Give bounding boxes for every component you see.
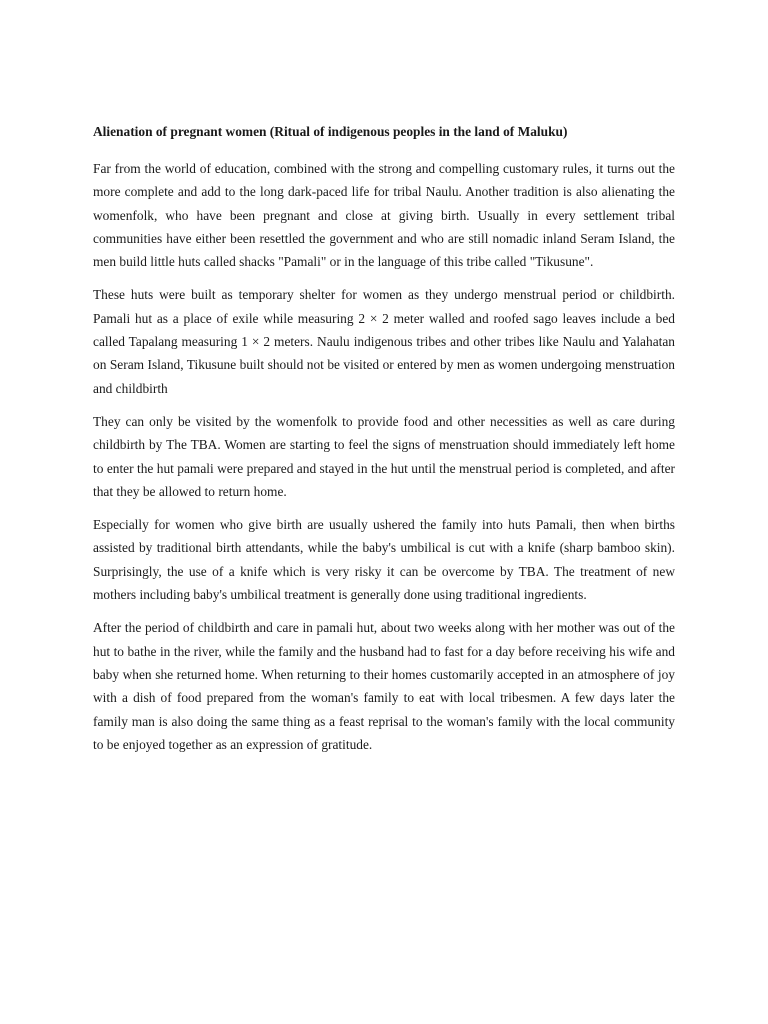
paragraph-4: Especially for women who give birth are usually ushered the family into huts Pamali, then when births assisted by traditional birth attendants, while the baby's umbilical is cut with a knife (sharp bamboo skin). Surprisingly, the use of a knife which is very risky it can be overcome by TBA. The treatment of new mothers including baby's umbilical treatment is generally done using traditional ingredients. bbox=[93, 517, 675, 603]
paragraph-2: These huts were built as temporary shelter for women as they undergo menstrual period or childbirth. Pamali hut as a place of exile while measuring 2 × 2 meter walled and roofed sago leaves include a bed called Tapalang measuring 1 × 2 meters. Naulu indigenous tribes and other tribes like Naulu and Yalahatan on Seram Island, Tikusune built should not be visited or entered by men as women undergoing menstruation and childbirth bbox=[93, 287, 675, 396]
document-title: Alienation of pregnant women (Ritual of indigenous peoples in the land of Maluku) bbox=[93, 124, 568, 139]
paragraph-1: Far from the world of education, combined with the strong and compelling customary rules, it turns out the more complete and add to the long dark-paced life for tribal Naulu. Another tradition is also alienating the womenfolk, who have been pregnant and close at giving birth. Usually in every settlement tribal communities have either been resettled the government and who are still nomadic inland Seram Island, the men build little huts called shacks "Pamali" or in the language of this tribe called "Tikusune". bbox=[93, 161, 675, 270]
paragraph-5: After the period of childbirth and care in pamali hut, about two weeks along with her mother was out of the hut to bathe in the river, while the family and the husband had to fast for a day before receiving his wife and baby when she returned home. When returning to their homes customarily accepted in an atmosphere of joy with a dish of food prepared from the woman's family to eat with local tribesmen. A few days later the family man is also doing the same thing as a feast reprisal to the woman's family with the local community to be enjoyed together as an expression of gratitude. bbox=[93, 620, 675, 752]
document-page bbox=[93, 121, 675, 766]
paragraph-3: They can only be visited by the womenfolk to provide food and other necessities as well as care during childbirth by The TBA. Women are starting to feel the signs of menstruation should immediately left home to enter the hut pamali were prepared and stayed in the hut until the menstrual period is completed, and after that they be allowed to return home. bbox=[93, 413, 675, 499]
